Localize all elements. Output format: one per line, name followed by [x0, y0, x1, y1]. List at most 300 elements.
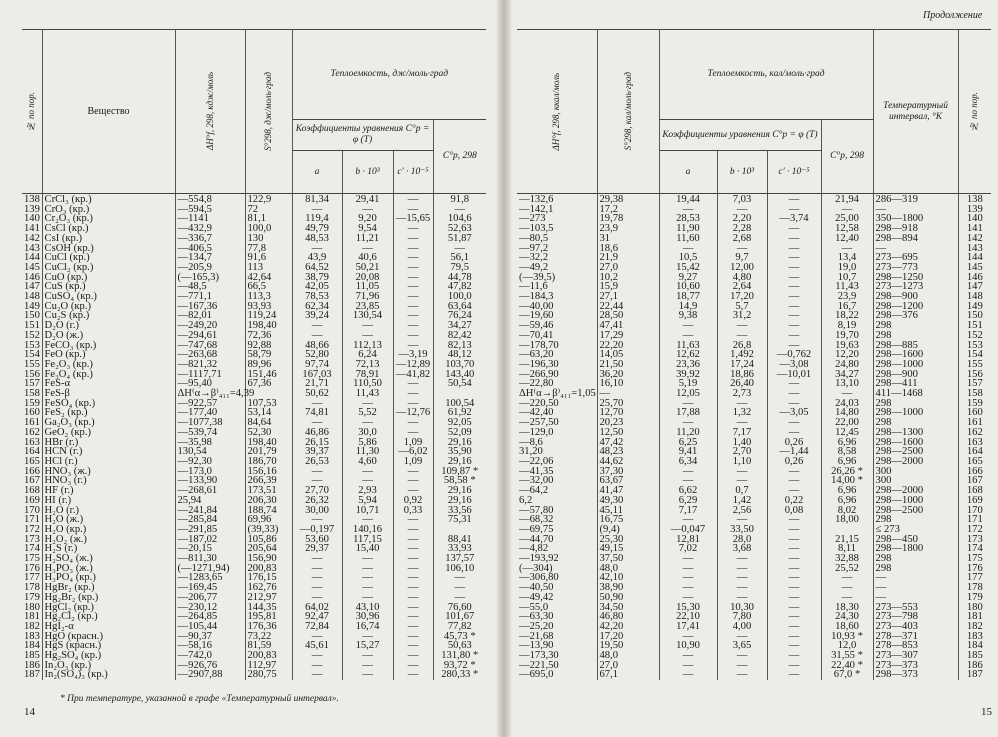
table-cell: —129,0 [517, 428, 597, 438]
table-cell: 11,30 [342, 447, 393, 457]
table-cell: — [767, 379, 821, 389]
table-cell: —0,762 [767, 350, 821, 360]
table-cell: 11,90 [659, 224, 717, 234]
table-cell: 171 [966, 514, 983, 526]
table-cell: — [393, 321, 433, 331]
table-cell: 298 [873, 564, 958, 574]
table-cell: CuSO₄ (кр.) [42, 292, 175, 302]
table-cell: 147 [966, 281, 983, 293]
table-cell: 112,97 [245, 661, 292, 671]
table-cell: 75,31 [447, 514, 472, 526]
table-cell: 18,60 [821, 622, 873, 632]
table-cell: — [767, 603, 821, 613]
table-cell: —12,76 [393, 408, 433, 418]
table-cell: In₂(SO₄)₃ (кр.) [42, 670, 175, 680]
table-cell: 78,53 [292, 292, 342, 302]
table-cell: — [767, 641, 821, 651]
table-cell: Fe₂O₃ (кр.) [42, 360, 175, 370]
table-cell: —221,50 [517, 661, 597, 671]
table-cell: 1,09 [393, 457, 433, 467]
table-cell: — [767, 292, 821, 302]
table-cell: 6,96 [821, 438, 873, 448]
table-cell: — [454, 203, 466, 215]
table-cell: 157 [22, 379, 42, 389]
table-cell: —22,80 [517, 379, 597, 389]
table-cell: Cr₂O₃ (кр.) [42, 214, 175, 224]
table-cell: — [659, 205, 717, 215]
table-cell: —142,1 [517, 205, 597, 215]
table-cell: 48,23 [597, 447, 659, 457]
table-cell: 12,58 [821, 224, 873, 234]
table-cell: — [717, 515, 767, 525]
table-cell: 173 [966, 533, 983, 545]
table-cell: 20,08 [342, 273, 393, 283]
table-cell: 298—894 [873, 234, 958, 244]
table-cell: 16,74 [342, 622, 393, 632]
table-cell: 183 [966, 630, 983, 642]
table-cell: 14,05 [597, 350, 659, 360]
table-cell: HI (г.) [42, 496, 175, 506]
table-cell: 93,72 * [443, 659, 476, 671]
table-row [517, 554, 991, 564]
table-cell: — [393, 554, 433, 564]
table-cell: 298—373 [873, 670, 958, 680]
table-cell: — [393, 302, 433, 312]
table-cell: 119,4 [292, 214, 342, 224]
table-cell: —1141 [175, 214, 245, 224]
table-cell: 142 [966, 232, 983, 244]
table-cell: 179 [966, 591, 983, 603]
table-cell: 186 [22, 661, 42, 671]
table-cell: — [659, 244, 717, 254]
table-cell: —95,40 [175, 379, 245, 389]
table-cell: 72,36 [245, 331, 292, 341]
table-cell: —336,7 [175, 234, 245, 244]
table-cell: —1283,65 [175, 573, 245, 583]
table-cell: —184,3 [517, 292, 597, 302]
table-cell: 23,36 [659, 360, 717, 370]
table-cell: —13,90 [517, 641, 597, 651]
table-cell: — [393, 205, 433, 215]
table-cell: — [342, 244, 393, 254]
table-cell: Hg₂SO₄ (кр.) [42, 651, 175, 661]
table-cell: 7,80 [717, 612, 767, 622]
table-cell: HgO (красн.) [42, 632, 175, 642]
table-cell: — [767, 476, 821, 486]
table-cell: 176 [966, 562, 983, 574]
table-cell: 113,3 [245, 292, 292, 302]
table-cell: 73,22 [245, 632, 292, 642]
table-cell: HCN (г.) [42, 447, 175, 457]
table-cell: 9,27 [659, 273, 717, 283]
table-cell: 63,67 [597, 476, 659, 486]
table-cell: 0,08 [767, 506, 821, 516]
table-cell: 14,80 [821, 408, 873, 418]
table-cell: — [342, 593, 393, 603]
table-cell: 273—403 [873, 622, 958, 632]
table-cell: — [393, 467, 433, 477]
table-cell: — [717, 418, 767, 428]
table-cell: 9,20 [342, 214, 393, 224]
table-cell: — [717, 670, 767, 680]
table-cell: 137,57 [445, 553, 475, 565]
table-cell: 280,75 [245, 670, 292, 680]
table-cell: 29,16 [447, 455, 472, 467]
table-cell: 298 [873, 515, 958, 525]
table-cell: — [767, 399, 821, 409]
table-cell: — [393, 670, 433, 680]
table-cell: 156 [22, 370, 42, 380]
col-header-a: a [292, 151, 342, 194]
table-cell: — [393, 311, 433, 321]
table-cell: 30,96 [342, 612, 393, 622]
table-cell: 21,71 [292, 379, 342, 389]
col-header-heat-capacity: Теплоемкость, дж/моль·град [292, 30, 486, 120]
table-cell: —22,06 [517, 457, 597, 467]
table-cell: 145 [966, 261, 983, 273]
table-cell: 186,70 [245, 457, 292, 467]
table-cell: 0,22 [767, 496, 821, 506]
table-cell: 167 [22, 476, 42, 486]
table-cell: FeS₂ (кр.) [42, 408, 175, 418]
table-cell: 162 [22, 428, 42, 438]
table-cell: 91,6 [245, 253, 292, 263]
table-cell: —193,92 [517, 554, 597, 564]
table-cell: — [342, 515, 393, 525]
table-cell: 52,63 [447, 223, 472, 235]
table-cell: 28,0 [717, 535, 767, 545]
table-cell: 159 [966, 397, 983, 409]
table-row [517, 224, 991, 234]
table-cell: Hg₂Cl₂ (кр.) [42, 612, 175, 622]
col-header-cp-right: C°p, 298 [821, 120, 873, 194]
table-row [517, 651, 991, 661]
table-cell: 15,30 [659, 603, 717, 613]
table-cell: 23,85 [342, 302, 393, 312]
table-cell: 18,6 [597, 244, 659, 254]
table-cell: (—39,5) [517, 273, 597, 283]
table-cell: 22,00 [821, 418, 873, 428]
table-cell: 103,70 [445, 358, 475, 370]
table-cell: —82,01 [175, 311, 245, 321]
table-cell: 145 [22, 263, 42, 273]
table-row [517, 234, 991, 244]
table-cell: — [342, 554, 393, 564]
table-cell: CrCl₃ (кр.) [42, 194, 175, 205]
table-cell: 298 [873, 321, 958, 331]
table-cell: Ga₂O₃ (кр.) [42, 418, 175, 428]
table-cell: 45,61 [292, 641, 342, 651]
table-cell: 100,0 [245, 224, 292, 234]
table-cell: 160 [22, 408, 42, 418]
table-cell: 6,96 [821, 486, 873, 496]
table-cell: —821,32 [175, 360, 245, 370]
table-cell: 27,1 [597, 292, 659, 302]
table-cell: — [767, 525, 821, 535]
table-cell: 50,21 [342, 263, 393, 273]
table-cell: 298—1800 [873, 544, 958, 554]
table-cell: —90,37 [175, 632, 245, 642]
table-cell: —49,2 [517, 263, 597, 273]
table-cell: 278—853 [873, 641, 958, 651]
table-cell: — [342, 399, 393, 409]
table-cell: — [767, 670, 821, 680]
table-cell: 18,00 [821, 515, 873, 525]
table-cell: 10,71 [342, 506, 393, 516]
table-cell: 142 [22, 234, 42, 244]
table-row [517, 321, 991, 331]
table-cell: — [767, 273, 821, 283]
table-row [517, 612, 991, 622]
table-cell: — [393, 544, 433, 554]
table-cell: 155 [966, 358, 983, 370]
table-cell: ΔH⁽α→β⁾₄₁₁=1,05 [519, 388, 596, 400]
table-cell: 20,23 [597, 418, 659, 428]
table-cell: 298—2000 [873, 457, 958, 467]
table-cell: 12,05 [659, 389, 717, 399]
table-cell: 112,13 [342, 341, 393, 351]
table-cell: 184 [22, 641, 42, 651]
table-cell: 17,2 [597, 205, 659, 215]
table-cell: —35,98 [175, 438, 245, 448]
table-cell: 63,64 [447, 300, 472, 312]
table-cell: — [454, 242, 466, 254]
table-cell: 2,70 [717, 447, 767, 457]
table-cell: 195,81 [245, 612, 292, 622]
table-cell: — [393, 428, 433, 438]
table-cell: — [873, 593, 958, 603]
table-cell: — [873, 583, 958, 593]
table-cell: 30,00 [292, 506, 342, 516]
table-cell: 152 [966, 329, 983, 341]
table-cell: — [767, 244, 821, 254]
table-cell: 49,15 [597, 544, 659, 554]
table-cell: —771,1 [175, 292, 245, 302]
table-cell: Cu₂O (кр.) [42, 302, 175, 312]
table-cell: 31,20 [517, 447, 597, 457]
table-cell: 49,30 [597, 496, 659, 506]
table-cell: Hg₂Br₂ (кр.) [42, 593, 175, 603]
table-cell: — [342, 331, 393, 341]
table-cell: 175 [22, 554, 42, 564]
table-cell: — [393, 661, 433, 671]
table-cell: 138 [22, 194, 42, 205]
table-cell: — [393, 399, 433, 409]
table-cell: 0,33 [393, 506, 433, 516]
table-cell: 100,54 [445, 397, 475, 409]
table-cell: 8,58 [821, 447, 873, 457]
table-cell: CrO₃ (кр.) [42, 205, 175, 215]
table-cell: — [342, 564, 393, 574]
table-cell: 27,70 [292, 486, 342, 496]
table-cell: 104,6 [447, 213, 472, 225]
table-cell: 48,53 [292, 234, 342, 244]
table-cell: —2907,88 [175, 670, 245, 680]
table-cell: 298—1200 [873, 302, 958, 312]
col-header-dh-kcal: ΔH°f, 298, ккал/моль [517, 30, 597, 194]
table-cell: 170 [966, 504, 983, 516]
table-cell: 7,02 [659, 544, 717, 554]
table-cell: 34,27 [821, 370, 873, 380]
table-cell: 156,16 [245, 467, 292, 477]
table-cell: 81,59 [245, 641, 292, 651]
table-cell: — [292, 564, 342, 574]
table-cell: — [342, 418, 393, 428]
table-cell: 6,24 [342, 350, 393, 360]
table-cell: 131,80 * [441, 650, 479, 662]
table-cell: 101,67 [445, 611, 475, 623]
table-cell: 201,79 [245, 447, 292, 457]
table-cell: — [393, 234, 433, 244]
table-cell: —70,41 [517, 331, 597, 341]
table-cell: 144 [22, 253, 42, 263]
table-cell: 181 [966, 611, 983, 623]
table-cell: FeS-β [42, 389, 175, 399]
table-cell: 298—2500 [873, 506, 958, 516]
table-cell: 130,54 [175, 447, 245, 457]
table-cell: —58,16 [175, 641, 245, 651]
table-cell: 50,62 [292, 389, 342, 399]
table-cell: —285,84 [175, 515, 245, 525]
table-cell: — [393, 476, 433, 486]
table-cell: 4,80 [717, 273, 767, 283]
table-cell: 48,12 [447, 349, 472, 361]
table-cell: 100,0 [447, 291, 472, 303]
table-cell: 5,19 [659, 379, 717, 389]
table-cell: 92,88 [245, 341, 292, 351]
table-cell: 0,26 [767, 438, 821, 448]
table-cell: — [292, 593, 342, 603]
table-cell: —4,82 [517, 544, 597, 554]
table-cell: 77,82 [447, 620, 472, 632]
table-cell: 146 [966, 271, 983, 283]
table-cell: —266,90 [517, 370, 597, 380]
table-cell: 19,63 [821, 341, 873, 351]
table-cell: —554,8 [175, 194, 245, 205]
table-row [517, 632, 991, 642]
col-header-b: b · 10³ [342, 151, 393, 194]
table-cell: — [767, 661, 821, 671]
table-cell: 50,63 [447, 640, 472, 652]
table-cell: 159 [22, 399, 42, 409]
table-cell: 176 [22, 564, 42, 574]
table-cell: 2,20 [717, 214, 767, 224]
table-cell: 106,10 [445, 562, 475, 574]
table-cell: — [292, 244, 342, 254]
table-cell: 18,30 [821, 603, 873, 613]
table-cell: 9,54 [342, 224, 393, 234]
table-cell: 52,30 [245, 428, 292, 438]
table-cell: 165 [966, 455, 983, 467]
right-table-body [517, 194, 991, 681]
table-cell: — [767, 515, 821, 525]
table-cell: —187,02 [175, 535, 245, 545]
table-cell: 89,96 [245, 360, 292, 370]
table-cell: —173,30 [517, 651, 597, 661]
table-cell: — [767, 544, 821, 554]
right-table [517, 29, 991, 680]
table-cell: — [292, 554, 342, 564]
table-cell: 24,30 [821, 612, 873, 622]
table-cell: (9,4) [597, 525, 659, 535]
table-cell: 150 [22, 311, 42, 321]
table-cell: — [717, 661, 767, 671]
table-cell: — [767, 622, 821, 632]
table-cell: —133,90 [175, 476, 245, 486]
table-cell: 1,42 [717, 496, 767, 506]
table-row [517, 603, 991, 613]
table-row [517, 583, 991, 593]
table-cell: 163 [966, 436, 983, 448]
table-cell: 266,39 [245, 476, 292, 486]
table-cell: HNO₃ (г.) [42, 476, 175, 486]
table-cell: 10,60 [659, 282, 717, 292]
table-cell: 19,78 [597, 214, 659, 224]
table-cell: — [659, 554, 717, 564]
table-cell: H₂S (г.) [42, 544, 175, 554]
table-cell: 12,62 [659, 350, 717, 360]
table-cell: 17,20 [597, 632, 659, 642]
table-cell: — [393, 632, 433, 642]
table-cell: — [717, 564, 767, 574]
table-row [517, 331, 991, 341]
table-cell: —132,6 [517, 194, 597, 205]
table-cell: — [292, 476, 342, 486]
table-cell: 33,93 [447, 543, 472, 555]
table-cell: HF (г.) [42, 486, 175, 496]
col-header-cp: C°p, 298 [433, 120, 486, 194]
table-cell: — [342, 583, 393, 593]
table-cell: — [342, 670, 393, 680]
table-cell: 110,50 [342, 379, 393, 389]
table-cell: 42,64 [245, 273, 292, 283]
table-cell: 77,8 [245, 244, 292, 254]
table-cell: 178 [966, 582, 983, 594]
table-cell: 8,19 [821, 321, 873, 331]
table-cell: 31 [597, 234, 659, 244]
table-cell: 39,92 [659, 370, 717, 380]
table-cell: — [393, 535, 433, 545]
table-cell: 278—371 [873, 632, 958, 642]
table-cell: 186 [966, 659, 983, 671]
table-cell: 38,90 [597, 583, 659, 593]
table-cell: 151,46 [245, 370, 292, 380]
table-cell: 49,79 [292, 224, 342, 234]
table-cell: 56,1 [450, 252, 470, 264]
table-cell: 10,30 [717, 603, 767, 613]
table-cell: —206,77 [175, 593, 245, 603]
table-cell: 18,86 [717, 370, 767, 380]
table-cell: 3,68 [717, 544, 767, 554]
table-cell: —178,70 [517, 341, 597, 351]
table-cell: 92,47 [292, 612, 342, 622]
table-cell: — [292, 321, 342, 331]
table-cell: 10,7 [821, 273, 873, 283]
table-cell: 26,15 [292, 438, 342, 448]
table-cell: — [767, 282, 821, 292]
table-cell: D₂O (г.) [42, 321, 175, 331]
table-cell: 148 [22, 292, 42, 302]
table-cell: — [454, 591, 466, 603]
table-cell: 147 [22, 282, 42, 292]
table-cell: — [717, 554, 767, 564]
table-cell: 50,90 [597, 593, 659, 603]
table-cell: 200,83 [245, 651, 292, 661]
table-cell: 298—1000 [873, 360, 958, 370]
col-header-s: S°298, дж/моль·град [245, 30, 292, 194]
table-cell: 47,82 [447, 281, 472, 293]
table-row [517, 194, 991, 205]
